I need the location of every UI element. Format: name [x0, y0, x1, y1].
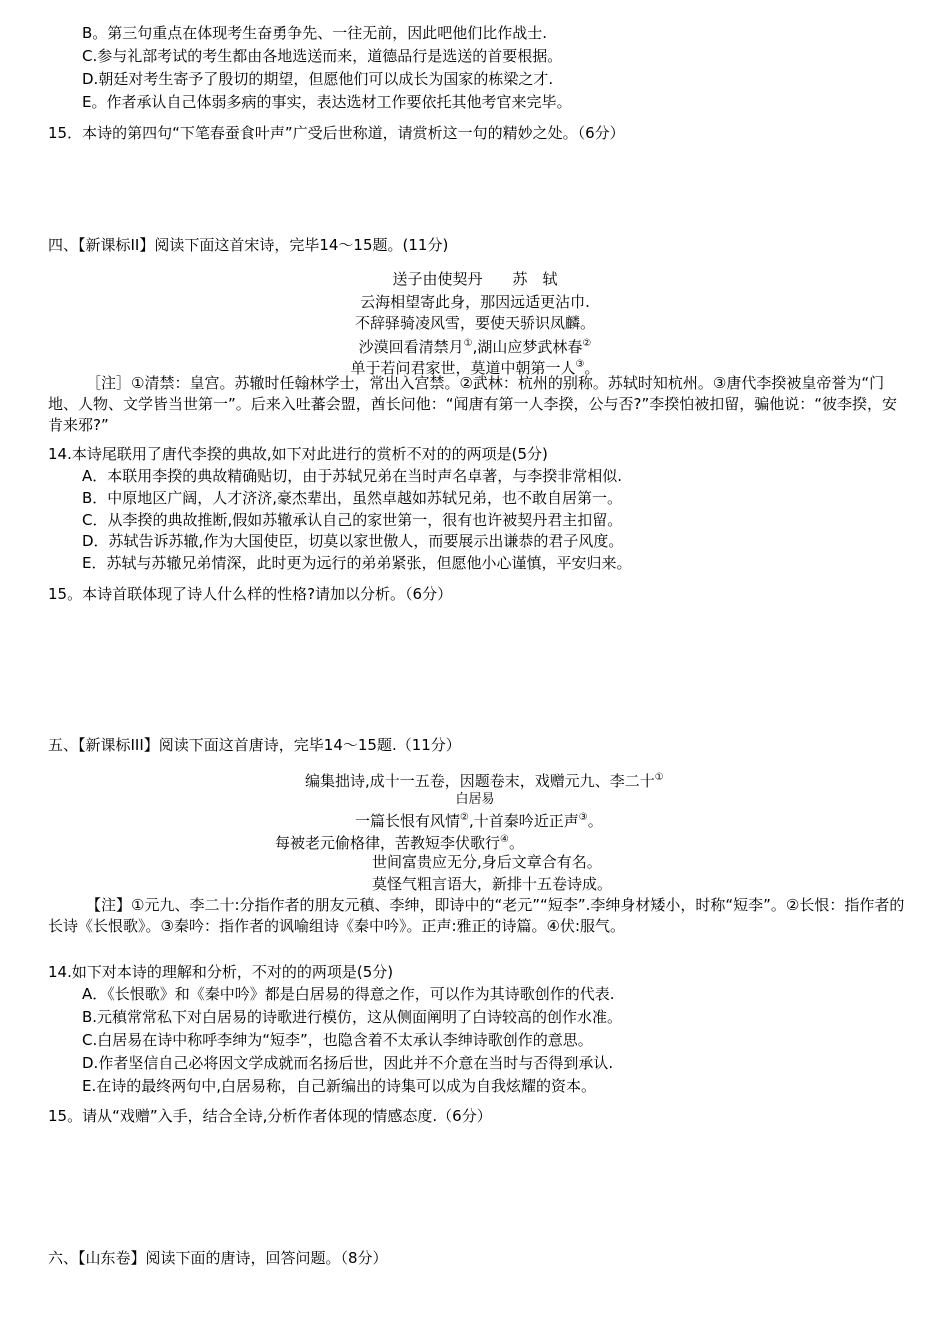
poem-title: 编集拙诗,成十一五卷，因题卷末，戏赠元九、李二十①: [305, 772, 664, 790]
option-a: A．《长恨歌》和《秦中吟》都是白居易的得意之作，可以作为其诗歌创作的代表.: [82, 985, 615, 1003]
option-e: E.在诗的最终两句中,白居易称，自己新编出的诗集可以成为自我炫耀的资本。: [82, 1077, 597, 1095]
option-e: E。作者承认自己体弱多病的事实，表达选材工作要依托其他考官来完毕。: [82, 93, 572, 111]
question-14: 14.本诗尾联用了唐代李揆的典故,如下对此进行的赏析不对的的两项是(5分): [48, 445, 548, 463]
question-14: 14.如下对本诗的理解和分析，不对的的两项是(5分): [48, 963, 394, 981]
option-b: B．中原地区广阔，人才济济,豪杰辈出，虽然卓越如苏轼兄弟，也不敢自居第一。: [82, 489, 623, 507]
question-15: 15。本诗首联体现了诗人什么样的性格?请加以分析。（6分）: [48, 585, 453, 603]
question-15: 15。请从“戏赠”入手，结合全诗,分析作者体现的情感态度.（6分）: [48, 1107, 492, 1125]
section-heading: 六、【山东卷】阅读下面的唐诗，回答问题。（8分）: [48, 1249, 388, 1267]
section-heading: 五、【新课标III】阅读下面这首唐诗，完毕14～15题.（11分）: [48, 736, 461, 754]
option-d: D.朝廷对考生寄予了殷切的期望，但愿他们可以成长为国家的栋梁之才.: [82, 70, 554, 88]
option-c: C.参与礼部考试的考生都由各地选送而来，道德品行是选送的首要根据。: [82, 47, 563, 65]
option-e: E．苏轼与苏辙兄弟情深，此时更为远行的弟弟紧张，但愿他小心谨慎，平安归来。: [82, 554, 632, 572]
poem-line: 不辞驿骑凌风雪，要使天骄识凤麟。: [354, 314, 595, 332]
poem-note: ［注］①清禁：皇宫。苏辙时任翰林学士，常出入宫禁。②武林：杭州的别称。苏轼时知杭州。③唐代李揆被皇帝誉为“门地、人物、文学皆当世第一”。后来入吐蕃会盟，酋长问他：“闻唐有第一人李揆，公与否?”李揆怕被扣留，骗他说：“彼李揆，安肯来邪?”: [48, 374, 898, 434]
section-heading: 四、【新课标II】阅读下面这首宋诗，完毕14～15题。(11分): [48, 236, 449, 254]
poem-line: 沙漠回看清禁月①,湖山应梦武林春②: [358, 338, 592, 356]
option-d: D.作者坚信自己必将因文学成就而名扬后世，因此并不介意在当时与否得到承认.: [82, 1054, 614, 1072]
poem-line: 一篇长恨有风情②,十首秦吟近正声③。: [355, 812, 603, 830]
poem-note: 【注】①元九、李二十:分指作者的朋友元稹、李绅，即诗中的“老元”“短李”.李绅身材矮小，时称“短李”。②长恨：指作者的长诗《长恨歌》。③秦吟：指作者的讽喻组诗《秦中吟》。正声:雅正的诗篇。④伏:服气。: [48, 896, 905, 935]
option-d: D．苏轼告诉苏辙,作为大国使臣，切莫以家世傲人，而要展示出谦恭的君子风度。: [82, 532, 624, 550]
poem-line: 世间富贵应无分,身后文章合有名。: [372, 853, 602, 871]
poem-title: 送子由使契丹 苏 轼: [392, 270, 558, 288]
option-b: B。第三句重点在体现考生奋勇争先、一往无前，因此吧他们比作战士.: [82, 24, 548, 42]
poem-author: 白居易: [455, 792, 495, 807]
poem-line: 每被老元偷格律，苦教短李伏歌行④。: [275, 834, 524, 852]
poem-line: 单于若问君家世，莫道中朝第一人③。: [350, 359, 600, 377]
option-a: A．本联用李揆的典故精确贴切，由于苏轼兄弟在当时声名卓著，与李揆非常相似.: [82, 467, 623, 485]
poem-line: 莫怪气粗言语大，新排十五卷诗成。: [372, 875, 613, 893]
option-c: C.白居易在诗中称呼李绅为“短李”，也隐含着不太承认李绅诗歌创作的意思。: [82, 1031, 593, 1049]
poem-line: 云海相望寄此身，那因远适更沾巾.: [360, 293, 590, 311]
question-15: 15．本诗的第四句“下笔春蚕食叶声”广受后世称道，请赏析这一句的精妙之处。（6分）: [48, 124, 625, 142]
option-c: C．从李揆的典故推断,假如苏辙承认自己的家世第一，很有也许被契丹君主扣留。: [82, 511, 623, 529]
option-b: B.元稹常常私下对白居易的诗歌进行模仿，这从侧面阐明了白诗较高的创作水准。: [82, 1008, 623, 1026]
